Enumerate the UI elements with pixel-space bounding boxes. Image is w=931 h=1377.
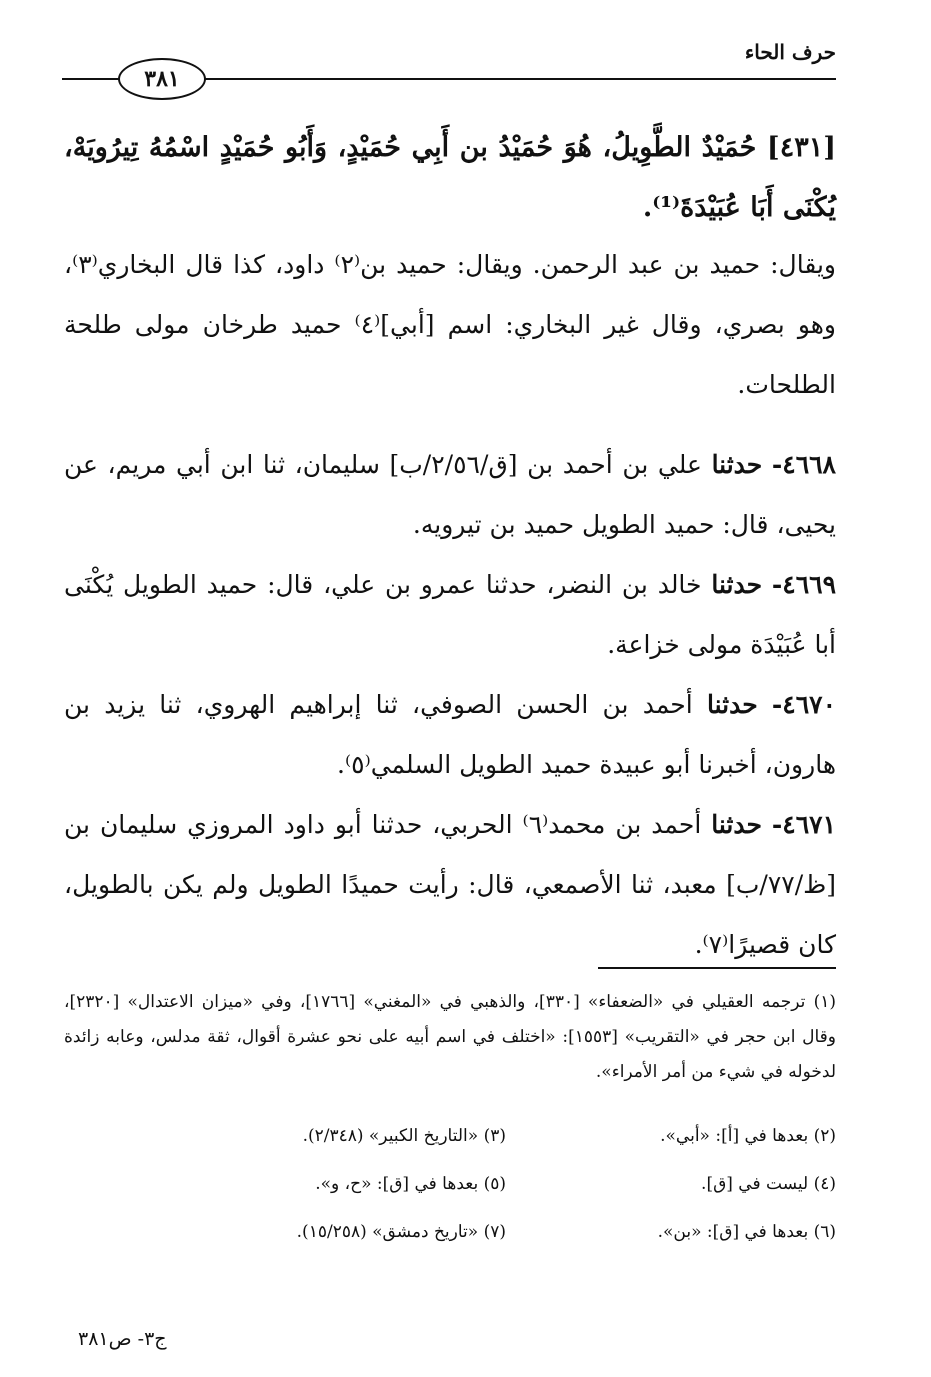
narration-text: خالد بن النضر، حدثنا عمرو بن علي، قال: حميد الطويل يُكْنَى أبا عُبَيْدَة مولى خزاعة. [64,570,836,659]
narration-text: أحمد بن محمد⁽٦⁾ الحربي، حدثنا أبو داود المروزي سليمان بن [ظ/٧٧/ب] معبد، ثنا الأصمعي، قال: رأيت حميدًا الطويل ولم يكن بالطويل، كان قصيرًا⁽٧⁾. [64,810,836,959]
narration [64,435,836,555]
chapter-title: حرف الحاء [744,40,836,64]
narration-keyword: حدثنا [711,810,762,839]
footnote: (٤) ليست في [ق]. [701,1174,836,1194]
footnote: (٧) «تاريخ دمشق» (١٥/٢٥٨). [296,1222,506,1242]
intro-paragraph: ويقال: حميد بن عبد الرحمن. ويقال: حميد بن⁽٢⁾ داود، كذا قال البخاري⁽٣⁾، وهو بصري، وقال غير البخاري: اسم [أبي]⁽٤⁾ حميد طرخان مولى طلحة الطلحات. [64,250,837,399]
footnote: (٢) بعدها في [أ]: «أبي». [660,1126,836,1146]
narration-keyword: حدثنا [711,450,763,479]
page-number-oval [118,58,206,100]
footnote-row [176,1160,836,1208]
narration-number: ٤٦٦٨- [771,450,836,479]
footnote-row [176,1112,836,1160]
page-number: ٣٨١ [144,66,180,92]
footnote: (٦) بعدها في [ق]: «بن». [657,1222,836,1242]
footnote-separator [598,967,836,969]
narration [64,555,836,675]
footnote: (٣) «التاريخ الكبير» (٢/٣٤٨). [302,1126,506,1146]
narration [64,795,836,975]
narration-number: ٤٦٧٠- [771,690,836,719]
narration [64,675,836,795]
narration-number: ٤٦٦٩- [771,570,837,599]
narration-text: علي بن أحمد بن [ق/٢/٥٦/ب] سليمان، ثنا ابن أبي مريم، عن يحيى، قال: حميد الطويل حميد بن تيرويه. [64,450,836,539]
narration-keyword: حدثنا [706,690,758,719]
narration-keyword: حدثنا [711,570,763,599]
footnote: (٥) بعدها في [ق]: «ح، و». [315,1174,506,1194]
narration-number: ٤٦٧١- [771,810,837,839]
narration-text: أحمد بن الحسن الصوفي، ثنا إبراهيم الهروي، ثنا يزيد بن هارون، أخبرنا أبو عبيدة حميد الطويل السلمي⁽٥⁾. [64,690,836,779]
footnote-row [176,1208,836,1256]
entry-heading: [٤٣١] حُمَيْدٌ الطَّوِيلُ، هُوَ حُمَيْدُ بن أَبِي حُمَيْدٍ، وَأَبُو حُمَيْدٍ اسْمُهُ تِيرُويَهْ، يُكْنَى أَبَا عُبَيْدَةَ⁽¹⁾. [64,132,836,223]
page-footer: ج٣- ص٣٨١ [78,1328,167,1350]
footnotes-grid [176,1112,836,1256]
footnote-1: (١) ترجمه العقيلي في «الضعفاء» [٣٣٠]، والذهبي في «المغني» [١٧٦٦]، وفي «ميزان الاعتدال» [٢٣٢٠]، وقال ابن حجر في «التقريب» [١٥٥٣]: «اختلف في اسم أبيه على نحو عشرة أقوال، ثقة مدلس، وعابه زائدة لدخوله في شيء من أمر الأمراء». [64,992,837,1082]
